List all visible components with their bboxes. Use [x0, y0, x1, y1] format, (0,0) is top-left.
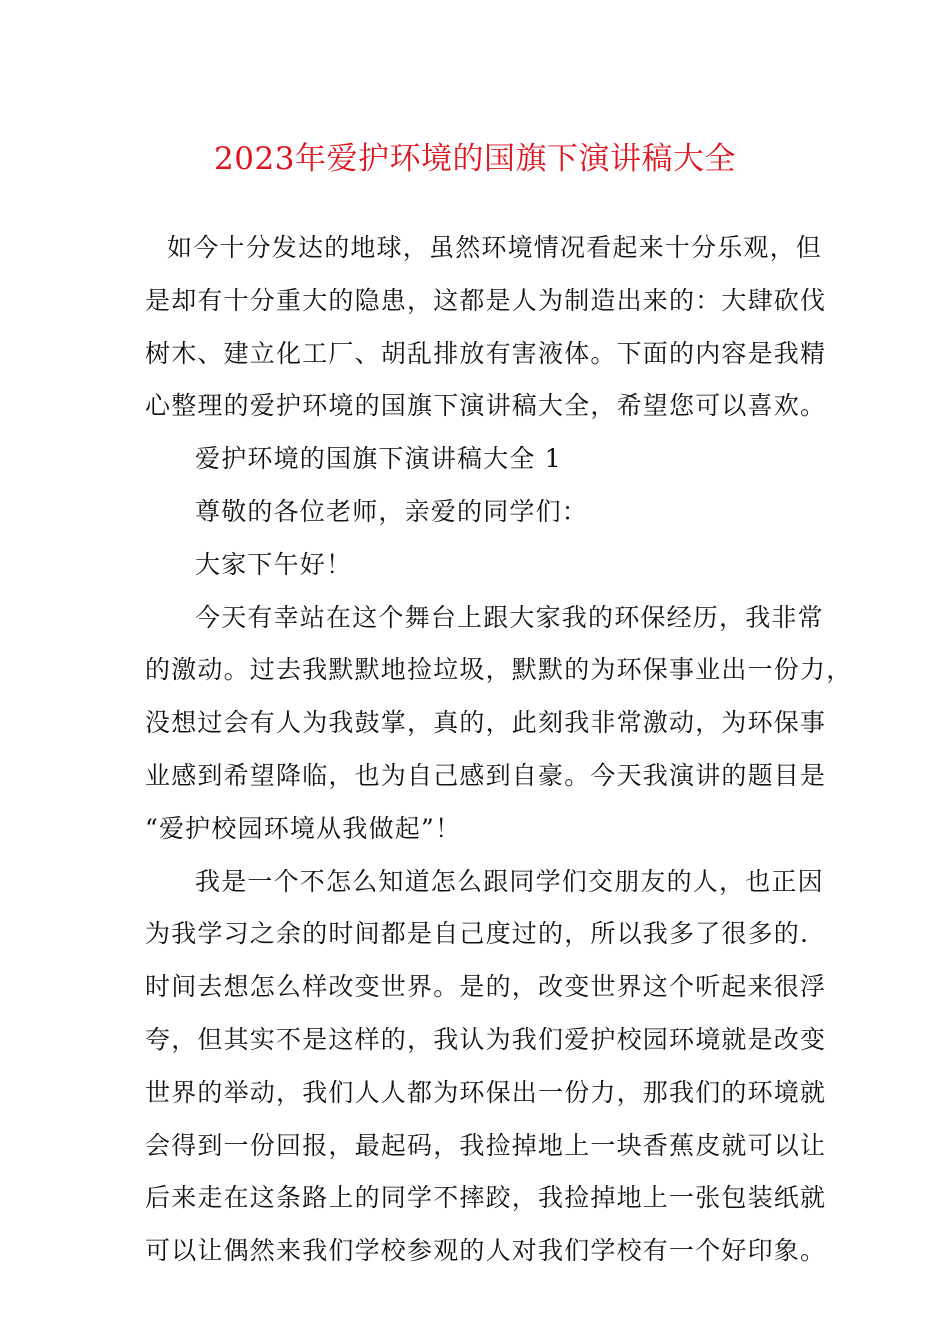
paragraph-line: 的激动。过去我默默地捡垃圾，默默的为环保事业出一份力，	[145, 655, 853, 685]
paragraph-line: 可以让偶然来我们学校参观的人对我们学校有一个好印象。	[145, 1236, 827, 1266]
paragraph-line: 后来走在这条路上的同学不摔跤，我捡掉地上一张包装纸就	[145, 1183, 827, 1213]
paragraph-line: 世界的举动，我们人人都为环保出一份力，那我们的环境就	[145, 1077, 827, 1107]
paragraph-line: 夸，但其实不是这样的，我认为我们爱护校园环境就是改变	[145, 1024, 827, 1054]
paragraph-line: “爱护校园环境从我做起”！	[145, 813, 462, 843]
paragraph-line: 没想过会有人为我鼓掌，真的，此刻我非常激动，为环保事	[145, 708, 827, 738]
paragraph-line: 会得到一份回报，最起码，我捡掉地上一块香蕉皮就可以让	[145, 1130, 827, 1160]
paragraph-line: 业感到希望降临，也为自己感到自豪。今天我演讲的题目是	[145, 760, 827, 790]
paragraph-line: 如今十分发达的地球，虽然环境情况看起来十分乐观，但	[167, 233, 823, 262]
paragraph-line: 为我学习之余的时间都是自己度过的，所以我多了很多的.	[145, 919, 810, 949]
paragraph-line: 心整理的爱护环境的国旗下演讲稿大全，希望您可以喜欢。	[145, 391, 827, 421]
document-title: 2023年爱护环境的国旗下演讲稿大全	[214, 141, 736, 177]
salutation-line: 尊敬的各位老师，亲爱的同学们：	[195, 496, 589, 526]
section-heading: 爱护环境的国旗下演讲稿大全 1	[195, 444, 562, 474]
paragraph-line: 今天有幸站在这个舞台上跟大家我的环保经历，我非常	[195, 602, 824, 632]
paragraph-line: 我是一个不怎么知道怎么跟同学们交朋友的人，也正因	[195, 866, 824, 896]
greeting-line: 大家下午好！	[195, 549, 353, 579]
paragraph-line: 树木、建立化工厂、胡乱排放有害液体。下面的内容是我精	[145, 338, 827, 368]
paragraph-line: 是却有十分重大的隐患，这都是人为制造出来的：大肆砍伐	[145, 285, 827, 315]
paragraph-line: 时间去想怎么样改变世界。是的，改变世界这个听起来很浮	[145, 972, 827, 1002]
document-body	[145, 222, 853, 1278]
